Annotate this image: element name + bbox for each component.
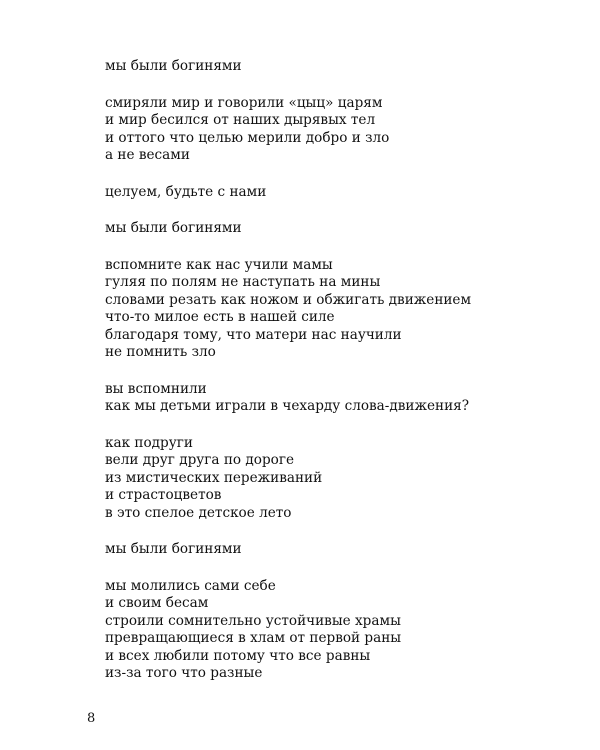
poem-line: и оттого что целью мерили добро и зло (105, 129, 390, 146)
stanza (105, 541, 585, 559)
poem-line: и всех любили потому что все равны (105, 647, 371, 664)
poem-line: словами резать как ножом и обжигать движением (105, 291, 472, 308)
poem-line: превращающиеся в хлам от первой раны (105, 630, 402, 646)
poem-line: гуляя по полям не наступать на мины (105, 274, 381, 290)
stanza (105, 184, 585, 202)
stanza (105, 381, 585, 416)
poem-line: как подруги (105, 434, 193, 451)
poem-text (105, 58, 585, 702)
poem-line: мы были богинями (105, 58, 242, 74)
poem-line: что-то милое есть в нашей силе (105, 309, 335, 325)
stanza (105, 58, 585, 76)
poem-line: вспомните как нас учили мамы (105, 256, 333, 273)
stanza (105, 578, 585, 683)
poem-line: и мир бесился от наших дырявых тел (105, 112, 376, 128)
poem-line: смиряли мир и говорили «цыц» царям (105, 94, 383, 111)
poem-line: а не весами (105, 147, 190, 163)
poem-line: благодаря тому, что матери нас научили (105, 326, 402, 343)
poem-line: вы вспомнили (105, 380, 207, 397)
poem-line: из-за того что разные (105, 665, 263, 681)
page-number: 8 (87, 711, 96, 726)
stanza (105, 257, 585, 362)
poem-line: мы были богинями (105, 220, 242, 236)
stanza (105, 220, 585, 238)
poem-line: мы были богинями (105, 541, 242, 557)
poem-line: строили сомнительно устойчивые храмы (105, 612, 401, 629)
poem-line: мы молились сами себе (105, 577, 276, 594)
poem-line: целуем, будьте с нами (105, 183, 267, 200)
stanza (105, 95, 585, 165)
poem-line: из мистических переживаний (105, 469, 323, 486)
stanza (105, 435, 585, 523)
poem-line: как мы детьми играли в чехарду слова-движения? (105, 398, 469, 414)
poem-line: и страстоцветов (105, 487, 222, 503)
poem-line: в это спелое детское лето (105, 504, 292, 521)
poem-line: вели друг друга по дороге (105, 452, 295, 468)
poem-line: не помнить зло (105, 344, 216, 360)
poem-line: и своим бесам (105, 595, 209, 611)
